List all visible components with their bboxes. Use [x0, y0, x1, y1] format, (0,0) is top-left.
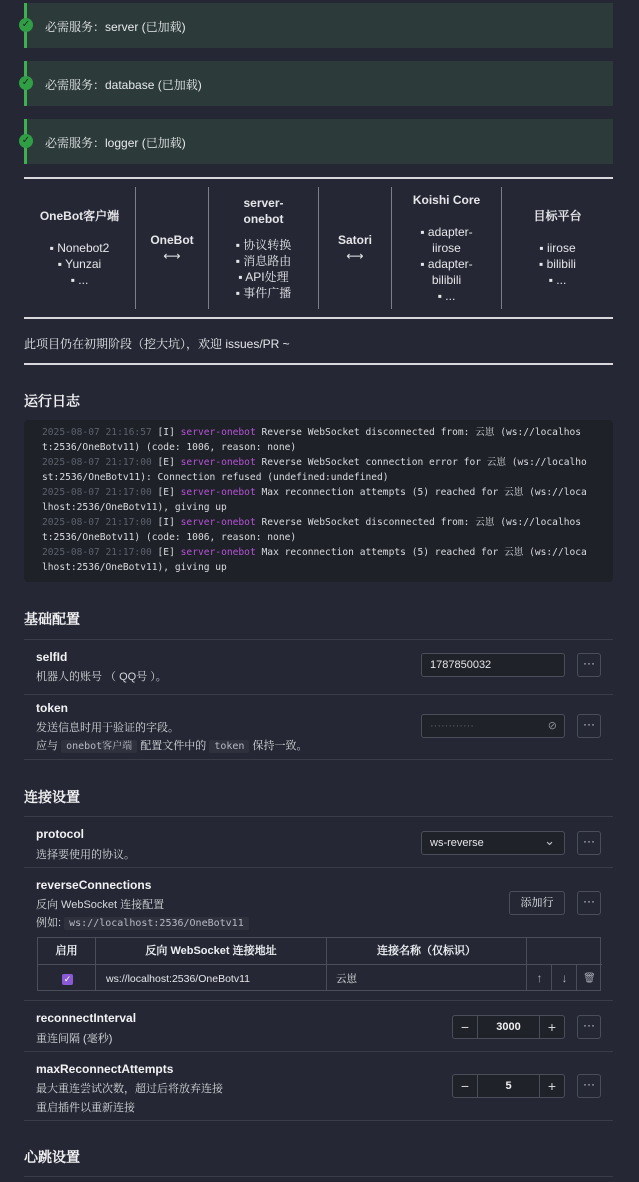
config-row-max-reconnect: [24, 1051, 613, 1121]
config-desc: 发送信息时用于验证的字段。: [36, 722, 179, 734]
diagram-server-onebot: [208, 187, 318, 309]
check-circle-icon: ✓: [19, 18, 33, 32]
log-entry-continued: t:2536/OneBotv11) (code: 1006, reason: none): [42, 442, 297, 453]
service-label: 必需服务：server (已加载): [45, 20, 186, 34]
config-name: reverseConnections: [36, 878, 152, 892]
move-down-icon[interactable]: ↓: [561, 971, 568, 985]
max-reconnect-stepper[interactable]: [452, 1074, 565, 1098]
diagram-onebot-client: [24, 187, 135, 309]
log-console[interactable]: [24, 420, 613, 582]
decrement-button[interactable]: −: [453, 1075, 478, 1097]
diagram-arrow-satori: [318, 187, 391, 309]
delete-icon[interactable]: 🗑: [583, 973, 596, 984]
check-circle-icon: ✓: [19, 134, 33, 148]
diagram-protocol-label: Satori: [337, 233, 372, 247]
service-card-database: [21, 61, 613, 106]
inline-code: token: [209, 740, 249, 753]
config-name: protocol: [36, 827, 84, 841]
more-options-button[interactable]: ···: [577, 831, 601, 855]
config-desc: 最大重连尝试次数，超过后将放弃连接: [36, 1083, 223, 1095]
config-desc: 机器人的账号 （ QQ号 ）。: [36, 671, 167, 683]
connection-settings-title: 连接设置: [24, 789, 80, 805]
divider: [95, 938, 96, 990]
log-entry-continued: lhost:2536/OneBotv11), giving up: [42, 562, 227, 573]
stepper-value[interactable]: 3000: [496, 1021, 521, 1033]
diagram-item: ▪ 协议转换: [235, 238, 292, 252]
diagram-item: bilibili: [431, 273, 462, 287]
diagram-col-title: server-: [243, 196, 284, 210]
log-entry: 2025-08-07 21:17:00 [I] server-onebot Reverse WebSocket disconnected from: 云崽 (ws://localhos: [42, 517, 582, 528]
service-label: 必需服务：logger (已加载): [45, 136, 186, 150]
diagram-col-title: Koishi Core: [412, 193, 481, 207]
config-desc: 选择要使用的协议。: [36, 849, 135, 861]
column-header-url: 反向 WebSocket 连接地址: [96, 938, 326, 965]
divider: [24, 363, 613, 365]
config-row-reconnect-interval: [24, 1000, 613, 1051]
log-entry: 2025-08-07 21:17:00 [E] server-onebot Max reconnection attempts (5) reached for 云崽 (ws://loca: [42, 547, 587, 558]
diagram-item: ▪ Yunzai: [57, 257, 102, 271]
config-desc: 重连间隔 (毫秒): [36, 1033, 113, 1045]
project-notice: 此项目仍在初期阶段（挖大坑），欢迎 issues/PR ~: [24, 337, 290, 351]
add-row-button[interactable]: 添加行: [509, 891, 565, 915]
more-options-button[interactable]: ···: [577, 891, 601, 915]
more-options-button[interactable]: ···: [577, 714, 601, 738]
enabled-checkbox[interactable]: ✓: [63, 974, 72, 984]
increment-button[interactable]: +: [539, 1075, 564, 1097]
log-entry-continued: t:2536/OneBotv11) (code: 1006, reason: none): [42, 532, 297, 543]
diagram-item: ▪ 事件广播: [235, 286, 292, 300]
log-entry: 2025-08-07 21:16:57 [I] server-onebot Reverse WebSocket disconnected from: 云崽 (ws://localhos: [42, 427, 582, 438]
more-options-button[interactable]: ···: [577, 1074, 601, 1098]
diagram-arrow-onebot: [135, 187, 208, 309]
divider: [24, 1120, 613, 1121]
move-up-icon[interactable]: ↑: [536, 971, 543, 985]
inline-code: ws://localhost:2536/OneBotv11: [64, 917, 249, 930]
inline-code: onebot客户端: [61, 740, 137, 753]
divider: [326, 938, 327, 990]
reconnect-interval-stepper[interactable]: [452, 1015, 565, 1039]
config-desc-secondary: 重启插件以重新连接: [36, 1102, 135, 1114]
log-entry: 2025-08-07 21:17:00 [E] server-onebot Max reconnection attempts (5) reached for 云崽 (ws://loca: [42, 487, 587, 498]
log-entry: 2025-08-07 21:17:00 [E] server-onebot Reverse WebSocket connection error for 云崽 (ws://localho: [42, 457, 587, 468]
diagram-item: ▪ ...: [70, 273, 89, 287]
config-name: maxReconnectAttempts: [36, 1062, 174, 1076]
architecture-diagram: [24, 177, 613, 319]
config-row-token: [24, 694, 613, 760]
config-row-selfid: [24, 639, 613, 694]
diagram-col-title: OneBot客户端: [39, 209, 120, 223]
divider: [24, 759, 613, 760]
diagram-item: ▪ iirose: [539, 241, 576, 255]
diagram-item: ▪ Nonebot2: [49, 241, 110, 255]
diagram-item: ▪ 消息路由: [235, 254, 292, 268]
config-example: 例如: ws://localhost:2536/OneBotv11: [36, 914, 249, 930]
config-name: token: [36, 701, 69, 715]
diagram-item: ▪ ...: [437, 289, 456, 303]
name-cell-input[interactable]: 云崽: [336, 973, 357, 985]
diagram-item: ▪ API处理: [238, 270, 289, 284]
diagram-item: ▪ adapter-: [420, 257, 473, 271]
divider: [24, 1176, 613, 1177]
basic-config-title: 基础配置: [24, 611, 80, 627]
diagram-item: ▪ adapter-: [420, 225, 473, 239]
log-entry-continued: st:2536/OneBotv11): Connection refused (undefined:undefined): [42, 472, 389, 483]
increment-button[interactable]: +: [539, 1016, 564, 1038]
service-label: 必需服务：database (已加载): [45, 78, 202, 92]
more-options-button[interactable]: ···: [577, 653, 601, 677]
config-desc: 反向 WebSocket 连接配置: [36, 899, 165, 911]
column-header-name: 连接名称（仅标识）: [327, 938, 526, 965]
diagram-item: ▪ ...: [548, 273, 567, 287]
bidirectional-arrow-icon: ⟷: [163, 249, 181, 263]
diagram-koishi-core: [391, 187, 501, 309]
decrement-button[interactable]: −: [453, 1016, 478, 1038]
token-password-input[interactable]: ············ ⊘: [421, 714, 565, 738]
diagram-protocol-label: OneBot: [150, 233, 194, 247]
config-desc-secondary: 应与 onebot客户端 配置文件中的 token 保持一致。: [36, 740, 308, 752]
protocol-select[interactable]: ws-reverse ⌄: [421, 831, 565, 855]
diagram-col-title: onebot: [243, 212, 284, 226]
service-card-server: [21, 3, 613, 48]
chevron-down-icon: ⌄: [544, 833, 555, 848]
bidirectional-arrow-icon: ⟷: [346, 249, 364, 263]
eye-off-icon[interactable]: ⊘: [547, 720, 557, 732]
log-section-title: 运行日志: [24, 393, 80, 409]
config-name: selfId: [36, 650, 68, 664]
column-header-enabled: 启用: [38, 938, 95, 965]
log-entry-continued: lhost:2536/OneBotv11), giving up: [42, 502, 227, 513]
column-header-actions: [527, 938, 602, 965]
diagram-item: ▪ bilibili: [539, 257, 576, 271]
diagram-target-platform: [501, 187, 613, 309]
selfid-input[interactable]: 1787850032: [421, 653, 565, 677]
diagram-item: iirose: [432, 241, 461, 255]
more-options-button[interactable]: ···: [577, 1015, 601, 1039]
url-cell-input[interactable]: ws://localhost:2536/OneBotv11: [106, 973, 250, 985]
check-circle-icon: ✓: [19, 76, 33, 90]
diagram-col-title: 目标平台: [533, 209, 582, 223]
config-row-protocol: [24, 816, 613, 867]
stepper-value[interactable]: 5: [505, 1080, 512, 1092]
service-card-logger: [21, 119, 613, 164]
connections-table: [37, 937, 601, 991]
heartbeat-settings-title: 心跳设置: [24, 1149, 80, 1165]
config-name: reconnectInterval: [36, 1011, 137, 1025]
